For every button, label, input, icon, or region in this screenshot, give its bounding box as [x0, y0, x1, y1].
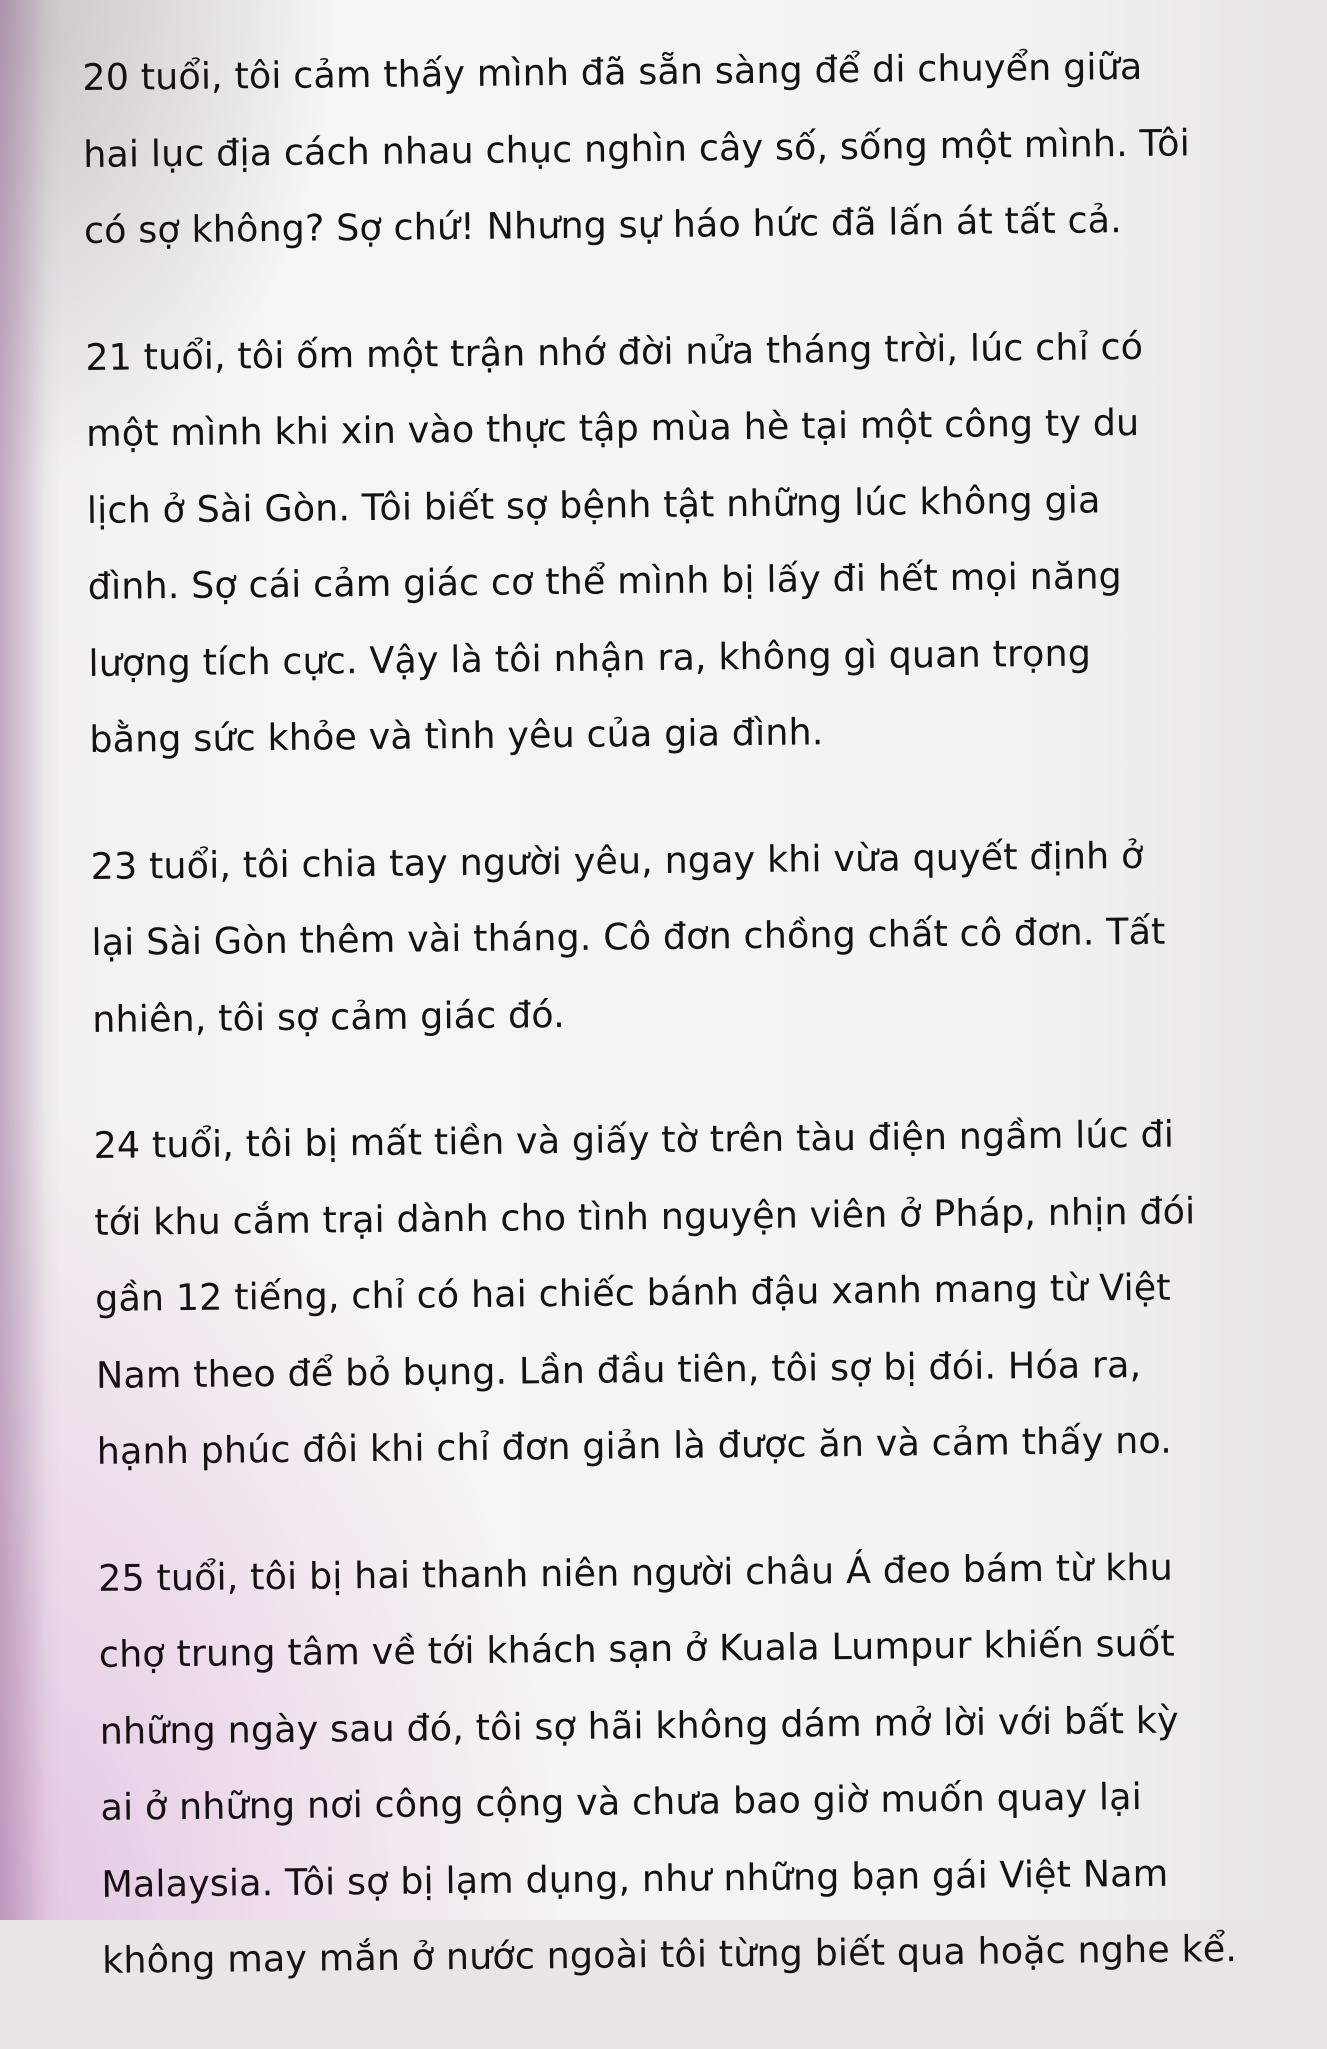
paragraph-age-23 [90, 816, 1267, 1058]
text-line: ai ở những nơi công cộng và chưa bao giờ muốn quay lại [100, 1774, 1143, 1829]
text-line: hai lục địa cách nhau chục nghìn cây số, sống một mình. Tôi [82, 120, 1191, 176]
text-line: hạnh phúc đôi khi chỉ đơn giản là được ăn và cảm thấy no. [96, 1418, 1173, 1473]
text-line: đình. Sợ cái cảm giác cơ thể mình bị lấy đi hết mọi năng [87, 554, 1123, 608]
text-line: 23 tuổi, tôi chia tay người yêu, ngay khi vừa quyết định ở [90, 833, 1144, 888]
page-edge-shadow [0, 0, 46, 1920]
text-line: chợ trung tâm về tới khách sạn ở Kuala Lumpur khiến suốt [98, 1621, 1175, 1676]
text-line: 25 tuổi, tôi bị hai thanh niên người châu Á đeo bám từ khu [97, 1545, 1174, 1600]
text-line: có sợ không? Sợ chứ! Nhưng sự háo hức đã lấn át tất cả. [83, 198, 1123, 252]
page-text [82, 28, 1278, 2049]
paragraph-age-20 [82, 28, 1259, 270]
text-line: Malaysia. Tôi sợ bị lạm dụng, như những bạn gái Việt Nam [101, 1851, 1169, 1906]
text-line: bằng sức khỏe và tình yêu của gia đình. [89, 710, 824, 761]
text-line: 21 tuổi, tôi ốm một trận nhớ đời nửa tháng trời, lúc chỉ có [85, 324, 1144, 379]
text-line: Nam theo để bỏ bụng. Lần đầu tiên, tôi sợ bị đói. Hóa ra, [95, 1342, 1142, 1397]
text-line: lịch ở Sài Gòn. Tôi biết sợ bệnh tật những lúc không gia [86, 477, 1101, 532]
text-line: những ngày sau đó, tôi sợ hãi không dám mở lời với bất kỳ [99, 1698, 1179, 1753]
paragraph-age-21 [85, 307, 1265, 778]
text-line: gần 12 tiếng, chỉ có hai chiếc bánh đậu xanh mang từ Việt [94, 1265, 1171, 1320]
text-line: một mình khi xin vào thực tập mùa hè tại một công ty du [85, 400, 1140, 455]
text-line: không may mắn ở nước ngoài tôi từng biết qua hoặc nghe kể. [101, 1927, 1238, 1982]
text-line: 20 tuổi, tôi cảm thấy mình đã sẵn sàng để di chuyển giữa [82, 44, 1143, 99]
text-line: lượng tích cực. Vậy là tôi nhận ra, không gì quan trọng [88, 630, 1092, 685]
paragraph-age-25 [98, 1528, 1278, 1999]
text-line: nhiên, tôi sợ cảm giác đó. [92, 992, 565, 1041]
text-line: tới khu cắm trại dành cho tình nguyện viên ở Pháp, nhịn đói [94, 1188, 1196, 1244]
text-line: lại Sài Gòn thêm vài tháng. Cô đơn chồng chất cô đơn. Tất [91, 909, 1166, 964]
text-line: 24 tuổi, tôi bị mất tiền và giấy tờ trên tàu điện ngầm lúc đi [93, 1112, 1175, 1167]
paragraph-age-24 [93, 1096, 1272, 1491]
